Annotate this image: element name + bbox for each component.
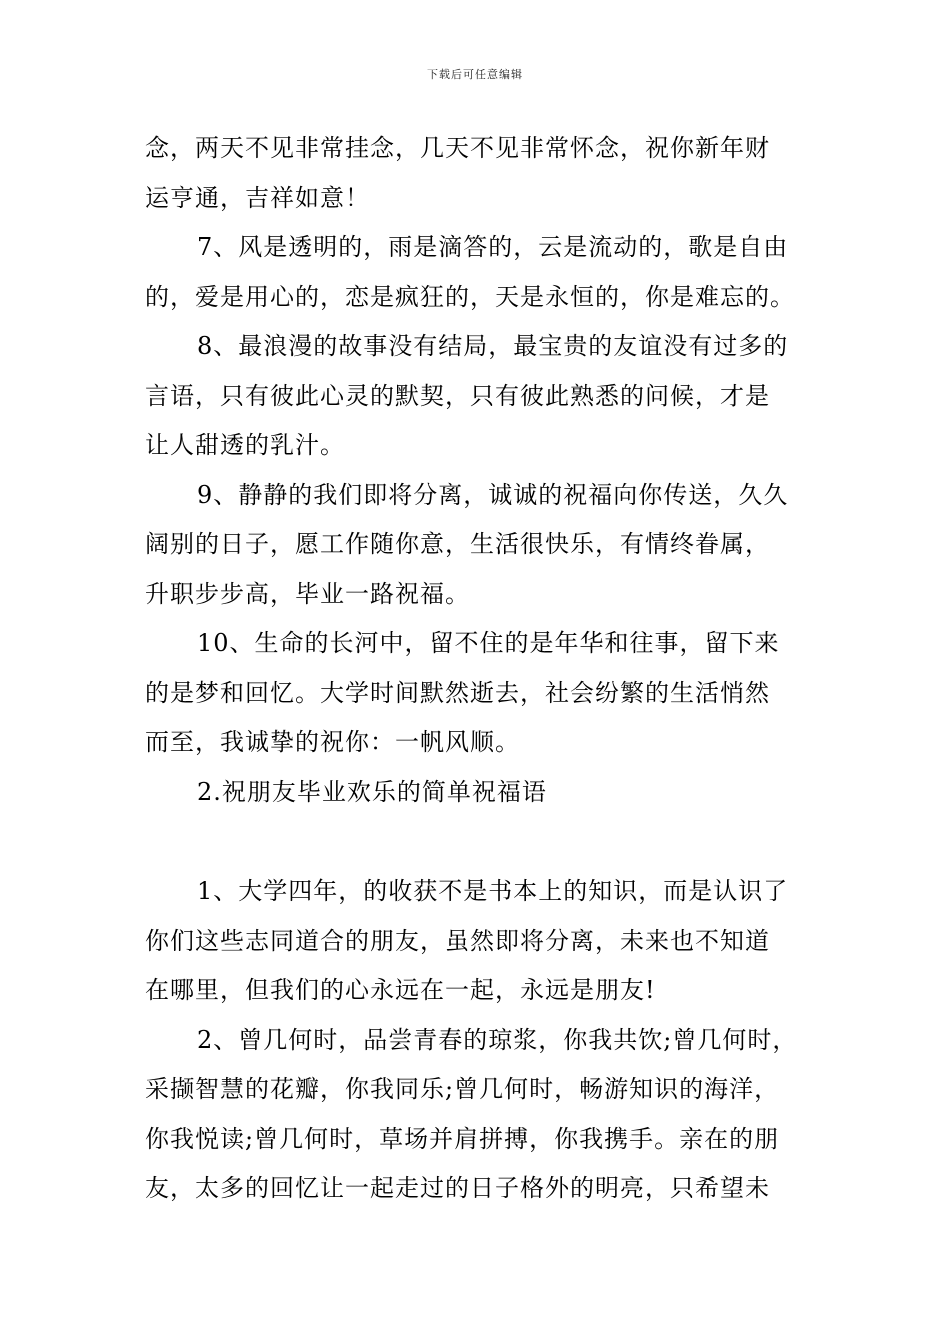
text-line: 在哪里，但我们的心永远在一起，永远是朋友! <box>145 976 656 1004</box>
text-line: 你们这些志同道合的朋友，虽然即将分离，未来也不知道 <box>145 926 770 955</box>
blank-gap <box>145 817 810 867</box>
text-line: 你我悦读;曾几何时，草场并肩拼搏，你我携手。亲在的朋 <box>145 1124 780 1153</box>
text-line: 升职步步高，毕业一路祝福。 <box>145 579 470 608</box>
text-line: 1、大学四年，的收获不是书本上的知识，而是认识了 <box>197 877 789 905</box>
text-line: 而至，我诚挚的祝你：一帆风顺。 <box>145 728 520 756</box>
text-line: 10、生命的长河中，留不住的是年华和往事，留下来 <box>197 629 780 657</box>
text-line: 言语，只有彼此心灵的默契，只有彼此熟悉的问候，才是 <box>145 381 770 410</box>
section-heading: 2.祝朋友毕业欢乐的简单祝福语 <box>197 777 547 806</box>
text-line: 的是梦和回忆。大学时间默然逝去，社会纷繁的生活悄然 <box>145 678 770 707</box>
text-line: 7、风是透明的，雨是滴答的，云是流动的，歌是自由 <box>197 233 789 261</box>
text-line: 采撷智慧的花瓣，你我同乐;曾几何时，畅游知识的海洋， <box>145 1075 780 1103</box>
text-line: 友，太多的回忆让一起走过的日子格外的明亮，只希望未 <box>145 1174 770 1202</box>
text-line: 的，爱是用心的，恋是疯狂的，天是永恒的，你是难忘的。 <box>145 282 795 311</box>
text-line: 念，两天不见非常挂念，几天不见非常怀念，祝你新年财 <box>145 134 770 162</box>
text-line: 8、最浪漫的故事没有结局，最宝贵的友谊没有过多的 <box>197 332 789 360</box>
text-line: 让人甜透的乳汁。 <box>145 431 345 459</box>
page-header-note: 下载后可任意编辑 <box>427 68 523 81</box>
text-line: 2、曾几何时，品尝青春的琼浆，你我共饮;曾几何时， <box>197 1025 798 1054</box>
text-line: 运亨通，吉祥如意！ <box>145 183 370 212</box>
text-line: 9、静静的我们即将分离，诚诚的祝福向你传送，久久 <box>197 480 789 509</box>
document-body <box>145 124 810 1214</box>
text-line: 阔别的日子，愿工作随你意，生活很快乐，有情终眷属， <box>145 530 770 558</box>
